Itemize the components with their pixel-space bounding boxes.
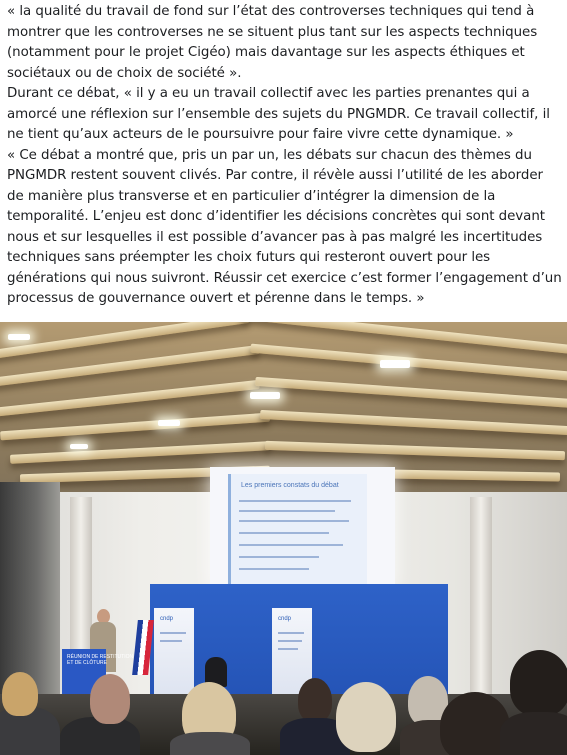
slide-bullet xyxy=(239,510,335,512)
banner-text-line xyxy=(278,640,302,642)
audience-head xyxy=(90,674,130,724)
post-paragraph-3: « Ce débat a montré que, pris un par un, les débats sur chacun des thèmes du PNGMDR restent souvent clivés. Par contre, il révèle aussi l’utilité de les aborder de manière plus transverse et en particulier d’intégrer la dimension de la temporalité. L’enjeu est donc d’identifier les décisions concrètes qui sont devant nous et sur lesquelles il est possible d’avancer pas à pas malgré les incertitudes techniques sans préempter les choix futurs qui resteront ouvert pour les générations qui nous suivront. Réussir cet exercice c’est former l’engagement d’un processus de gouvernance ouvert et pérenne dans le temps. » xyxy=(7,147,562,306)
lectern-label xyxy=(67,654,133,666)
post-paragraph-1: « la qualité du travail de fond sur l’état des controverses techniques qui tend à montrer que les controverses ne se situent plus tant sur les aspects techniques (notamment pour le projet Cigéo) mais davantage sur les aspects éthiques et sociétaux ou de choix de société ». xyxy=(7,4,538,81)
ceiling-light xyxy=(70,444,88,449)
ceiling-light xyxy=(8,334,30,340)
slide-title: Les premiers constats du débat xyxy=(241,482,339,489)
banner-logo: cndp xyxy=(278,616,292,622)
banner-text-line xyxy=(160,632,186,634)
post-text xyxy=(7,2,563,310)
audience-head xyxy=(298,678,332,722)
post-paragraph-2: Durant ce débat, « il y a eu un travail collectif avec les parties prenantes qui a amorcé une réflexion sur l’ensemble des sujets du PNGMDR. Ce travail collectif, il ne tient qu’aux acteurs de le poursuivre pour faire vivre cette dynamique. » xyxy=(7,86,550,142)
slide-bullet xyxy=(239,556,319,558)
banner-text-line xyxy=(278,648,298,650)
slide-bullet xyxy=(239,544,343,546)
banner-logo: cndp xyxy=(160,616,174,622)
audience-head xyxy=(510,650,567,716)
audience-head xyxy=(336,682,396,752)
slide-bullet xyxy=(239,532,329,534)
lectern-label-line-1: RÉUNION DE RESTITUTION xyxy=(67,654,134,660)
audience-member xyxy=(0,707,60,755)
event-photo[interactable] xyxy=(0,322,567,755)
audience-member xyxy=(170,732,250,755)
slide-bullet xyxy=(239,520,349,522)
ceiling-light xyxy=(380,360,410,368)
banner-text-line xyxy=(160,640,182,642)
ceiling-light xyxy=(250,392,280,399)
lectern-label-line-2: ET DE CLÔTURE xyxy=(67,660,107,666)
ceiling-light xyxy=(158,420,180,426)
slide-bullet xyxy=(239,500,351,502)
banner-text-line xyxy=(278,632,304,634)
audience-member xyxy=(500,712,567,755)
slide-bullet xyxy=(239,568,309,570)
audience-head xyxy=(2,672,38,716)
presentation-slide xyxy=(228,474,367,586)
roll-up-banner-left xyxy=(154,608,194,698)
